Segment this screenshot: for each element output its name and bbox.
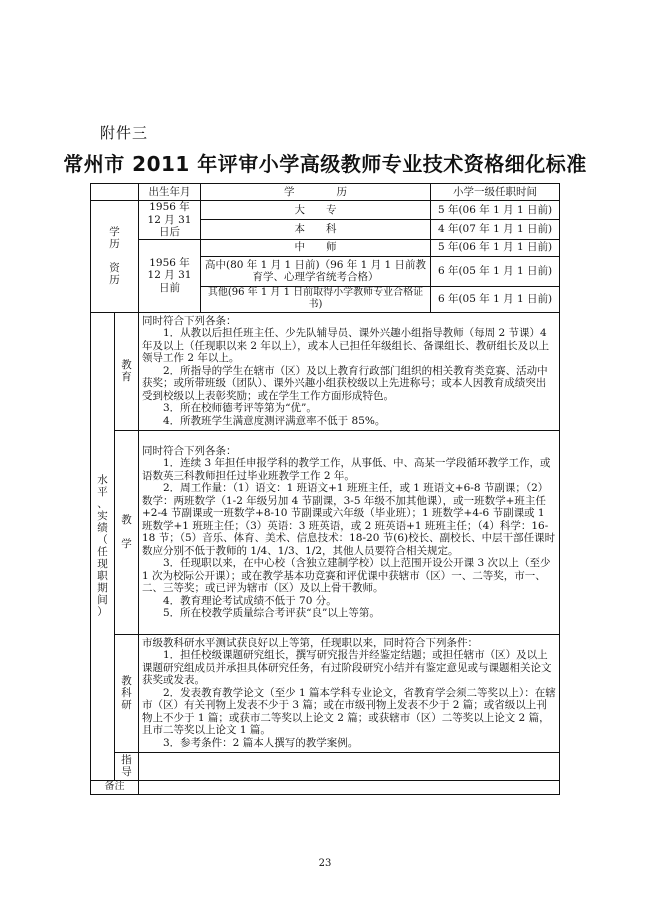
birth-cell: 1956 年 12 月 31 日前 — [139, 239, 201, 312]
table-row — [91, 312, 560, 430]
term-cell: 4 年(07 年 1 月 1 日前) — [431, 220, 560, 239]
term-cell: 5 年(06 年 1 月 1 日前) — [431, 201, 560, 220]
standards-table — [90, 183, 560, 795]
jiaokeyan-content — [139, 634, 560, 752]
education-cell: 大 专 — [201, 201, 431, 220]
label-char: 导 — [121, 766, 132, 778]
jiaoxue-content — [139, 430, 560, 634]
label-char: ） — [97, 606, 108, 618]
annex-label: 附件三 — [100, 124, 149, 142]
label-char: 绩 — [97, 522, 108, 534]
table-row — [91, 752, 560, 780]
label-char: 教 — [121, 514, 132, 526]
term-cell: 6 年(05 年 1 月 1 日前) — [431, 256, 560, 286]
label-char — [94, 250, 135, 262]
label-char: 职 — [97, 570, 108, 582]
label-char: 平 — [97, 486, 108, 498]
birth-cell: 1956 年 12 月 31 日后 — [139, 201, 201, 240]
content-line: 3．参考条件：2 篇本人撰写的教学案例。 — [163, 736, 359, 749]
table-row — [91, 780, 560, 794]
education-cell: 高中(80 年 1 月 1 日前)（96 年 1 月 1 日前教育学、心理学省统考合格） — [201, 256, 431, 286]
label-char: 育 — [121, 371, 132, 383]
xueli-label — [91, 201, 139, 313]
label-char: 期 — [97, 582, 108, 594]
education-cell: 本 科 — [201, 220, 431, 239]
header-term: 小学一级任职时间 — [431, 184, 560, 201]
education-cell: 其他(96 年 1 月 1 日前取得小学教师专业合格证书) — [201, 286, 431, 312]
header-birth: 出生年月 — [139, 184, 201, 201]
label-char — [118, 526, 135, 538]
label-char: （ — [97, 534, 108, 546]
content-line: 5．所在校教学质量综合考评获“良”以上等第。 — [163, 607, 380, 619]
label-char: 实 — [97, 510, 108, 522]
content-line: 同时符合下列各条： — [142, 314, 237, 327]
table-header-row — [91, 184, 560, 201]
label-char: 研 — [121, 699, 132, 711]
label-char: 科 — [121, 687, 132, 699]
content-line: 4．所教班学生满意度测评满意率不低于 85%。 — [163, 414, 386, 427]
document-title: 常州市 2011 年评审小学高级教师专业技术资格细化标准 — [63, 152, 587, 176]
jiaokeyan-label — [115, 634, 139, 752]
shuiping-label — [91, 312, 115, 780]
page-number: 23 — [318, 858, 332, 869]
content-line: 同时符合下列各条： — [142, 444, 237, 457]
label-char: 指 — [121, 754, 132, 766]
content-line: 3．所在校师德考评等第为“优”。 — [163, 402, 317, 415]
jiaoyu-label — [115, 312, 139, 430]
beizhu-content — [139, 780, 560, 794]
header-blank — [91, 184, 139, 201]
label-char: 资 — [109, 262, 120, 275]
content-line: 1．从教以后担任班主任、少先队辅导员、课外兴趣小组指导教师（每周 2 节课）4 年及以上（任现职以来 2 年以上），或本人已担任年级组长、备课组长、教研组长及以上领导工作 2 年以上。 — [142, 327, 550, 365]
content-line: 1．连续 3 年担任申报学科的教学工作，从事低、中、高某一学段循环教学工作，或语数英三科教师担任过毕业班教学工作 2 年。 — [142, 457, 551, 482]
label-char: 教 — [121, 359, 132, 371]
label-char: 历 — [109, 238, 120, 251]
education-cell: 中 师 — [201, 239, 431, 256]
jiaoxue-label — [115, 430, 139, 634]
table-row — [91, 201, 560, 220]
label-char: 水 — [97, 474, 108, 486]
label-char: 间 — [97, 594, 108, 606]
content-line: 市级教科研水平测试获良好以上等第，任现职以来，同时符合下列条件： — [142, 636, 478, 649]
label-char: 教 — [121, 675, 132, 687]
label-char: 、 — [97, 498, 108, 510]
label-char: 现 — [97, 558, 108, 570]
zhidao-label — [115, 752, 139, 780]
label-char: 学 — [109, 226, 120, 239]
term-cell: 5 年(06 年 1 月 1 日前) — [431, 239, 560, 256]
zhidao-content — [139, 752, 560, 780]
table-row — [91, 239, 560, 256]
content-line: 2．所指导的学生在辖市（区）及以上教育行政部门组织的相关教育类竞赛、活动中获奖；或所带班级（团队）、课外兴趣小组获校级以上先进称号；或本人因教育成绩突出受到校级以上表彰奖励；或在学生工作方面形成特色。 — [142, 364, 548, 402]
label-char: 历 — [109, 274, 120, 287]
content-line: 3．任现职以来，在中心校（含独立建制学校）以上范围开设公开课 3 次以上（至少 1 次为校际公开课）；或在教学基本功竞赛和评优课中获辖市（区）一、二等奖，市一、二、三等奖；或已评为辖市（区）及以上骨干教师。 — [142, 557, 551, 594]
label-char: 学 — [121, 538, 132, 550]
header-education: 学 历 — [201, 184, 431, 201]
table-row — [91, 430, 560, 634]
label-char: 任 — [97, 546, 108, 558]
content-line: 1．担任校级课题研究组长，撰写研究报告并经鉴定结题；或担任辖市（区）及以上课题研究组成员并承担具体研究任务，有过阶段研究小结并有鉴定意见或与课题相关论文获奖或发表。 — [142, 649, 552, 687]
content-line: 4．教育理论考试成绩不低于 70 分。 — [163, 594, 337, 607]
term-cell: 6 年(05 年 1 月 1 日前) — [431, 286, 560, 312]
table-row — [91, 634, 560, 752]
jiaoyu-content — [139, 312, 560, 430]
beizhu-label: 备注 — [91, 780, 139, 794]
content-line: 2．发表教育教学论文（至少 1 篇本学科专业论文，省教育学会须二等奖以上）：在辖市（区）有关刊物上发表不少于 3 篇；或在市级刊物上发表不少于 2 篇；或省级以上刊物上不少于 1 篇；或获市二等奖以上论文 2 篇；或获辖市（区）二等奖以上论文 2 篇，且市二等奖以上论文 1 篇。 — [142, 686, 556, 737]
content-line: 2．周工作量：（1）语文：1 班语文+1 班班主任，或 1 班语文+6-8 节副课；（2）数学：两班数学（1-2 年级另加 4 节副课，3-5 年级不加其他课），或一班数学+班主任+2-4 节副课或一班数学+8-10 节副课或六年级（毕业班）；1 班数学+4-6 节副课或 1 班数学+1 班班主任；（3）英语：3 班英语，或 2 班英语+1 班班主任；（4）科学：16-18 节；（5）音乐、体育、美术、信息技术：18-20 节(6)校长、副校长、中层干部任课时数应分别不低于教师的 1/4、1/3、1/2，其他人员要符合相关规定。 — [142, 482, 556, 557]
